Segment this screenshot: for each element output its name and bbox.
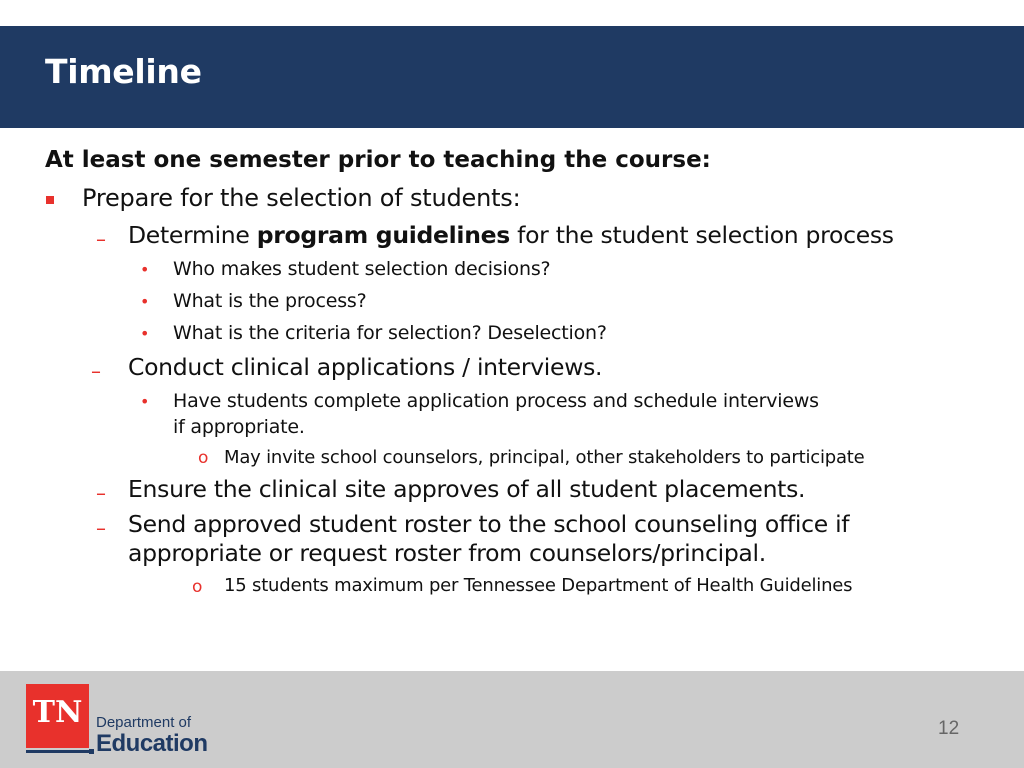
bullet-question-2: What is the process?: [173, 290, 367, 312]
dot-bullet-icon: •: [140, 260, 150, 279]
circle-bullet-icon: o: [192, 577, 203, 597]
tn-logo-icon: [26, 684, 89, 748]
bullet-prepare: Prepare for the selection of students:: [82, 184, 521, 212]
dash-bullet-icon: –: [96, 481, 106, 505]
dot-bullet-icon: •: [140, 392, 150, 411]
bullet-conduct: Conduct clinical applications / interviews.: [128, 353, 603, 381]
section-heading: At least one semester prior to teaching the course:: [45, 147, 711, 173]
dash-bullet-icon: –: [96, 227, 106, 251]
logo-underline: [26, 750, 89, 753]
determine-text-start: Determine: [128, 221, 257, 249]
square-bullet-icon: [46, 196, 54, 204]
bullet-send-line-1: Send approved student roster to the school counseling office if: [128, 510, 850, 538]
dash-bullet-icon: –: [96, 516, 106, 540]
bullet-invite: May invite school counselors, principal, other stakeholders to participate: [224, 447, 865, 468]
dot-bullet-icon: •: [140, 292, 150, 311]
bullet-have-line-2: if appropriate.: [173, 416, 305, 438]
bullet-have-line-1: Have students complete application process and schedule interviews: [173, 390, 819, 412]
bullet-question-3: What is the criteria for selection? Deselection?: [173, 322, 607, 344]
circle-bullet-icon: o: [198, 448, 209, 468]
logo-department-text: Department of: [96, 714, 192, 731]
bullet-question-1: Who makes student selection decisions?: [173, 258, 551, 280]
bullet-send-line-2: appropriate or request roster from counselors/principal.: [128, 539, 766, 567]
dash-bullet-icon: –: [91, 359, 101, 383]
determine-text-bold: program guidelines: [256, 221, 510, 249]
tn-logo-text: TN: [32, 695, 83, 730]
dot-bullet-icon: •: [140, 324, 150, 343]
bullet-determine: [128, 222, 894, 249]
logo-education-text: Education: [96, 730, 208, 757]
page-number: 12: [938, 718, 960, 739]
bullet-ensure: Ensure the clinical site approves of all student placements.: [128, 475, 806, 503]
determine-text-end: for the student selection process: [509, 221, 894, 249]
slide-title: Timeline: [45, 52, 202, 91]
bullet-maximum: 15 students maximum per Tennessee Department of Health Guidelines: [224, 575, 853, 596]
logo-dot: [89, 749, 94, 754]
